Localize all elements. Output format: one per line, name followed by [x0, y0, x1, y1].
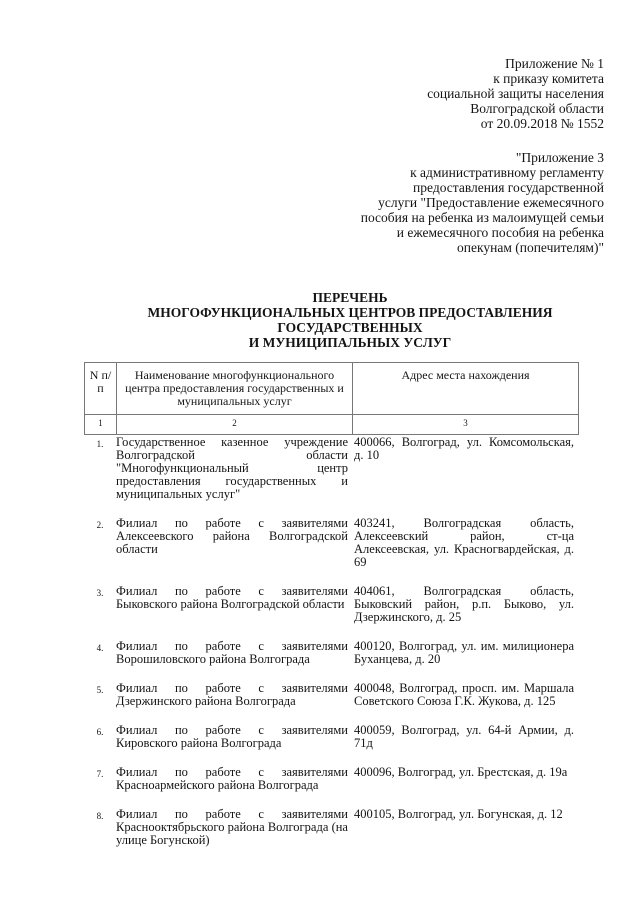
- col-number: 3: [353, 415, 579, 435]
- row-address: 403241, Волгоградская область, Алексеевский район, ст-ца Алексеевская, ул. Красногвардейская, д. 69: [354, 516, 574, 569]
- row-number: 2.: [96, 520, 104, 530]
- row-name: Филиал по работе с заявителями Краснооктябрьского района Волгограда (на улице Богунской): [116, 807, 348, 847]
- appendix-3-line: услуги "Предоставление ежемесячного: [378, 195, 604, 210]
- row-name: Филиал по работе с заявителями Дзержинского района Волгограда: [116, 681, 348, 708]
- table-row: [84, 682, 578, 708]
- row-name: Филиал по работе с заявителями Красноармейского района Волгограда: [116, 765, 348, 792]
- appendix-1-line: к приказу комитета: [493, 71, 604, 86]
- table-header-row: [85, 363, 579, 415]
- row-address: 400120, Волгоград, ул. им. милиционера Буханцева, д. 20: [354, 639, 574, 666]
- row-number: 7.: [96, 769, 104, 779]
- table-row: [84, 436, 578, 501]
- appendix-1-line: Приложение № 1: [505, 56, 604, 71]
- row-name: Филиал по работе с заявителями Кировского района Волгограда: [116, 723, 348, 750]
- row-number: 6.: [96, 727, 104, 737]
- title-line: ГОСУДАРСТВЕННЫХ: [277, 320, 423, 335]
- table-row: [84, 585, 578, 624]
- row-number: 1.: [96, 439, 104, 449]
- row-address: 404061, Волгоградская область, Быковский район, р.п. Быково, ул. Дзержинского, д. 25: [354, 584, 574, 624]
- header-name: Наименование многофункционального центра предоставления государственных и муниципальных услуг: [117, 363, 353, 415]
- mfc-table-header: [84, 362, 579, 435]
- row-name: Филиал по работе с заявителями Ворошиловского района Волгограда: [116, 639, 348, 666]
- table-row: [84, 640, 578, 666]
- appendix-3-line: к административному регламенту: [410, 165, 604, 180]
- row-address: 400066, Волгоград, ул. Комсомольская, д. 10: [354, 435, 574, 462]
- row-number: 4.: [96, 643, 104, 653]
- row-number: 8.: [96, 811, 104, 821]
- col-number: 1: [85, 415, 117, 435]
- appendix-3-line: опекунам (попечителям)": [457, 240, 604, 255]
- appendix-1-line: от 20.09.2018 № 1552: [480, 116, 604, 131]
- title-line: ПЕРЕЧЕНЬ: [312, 290, 388, 305]
- header-address: Адрес места нахождения: [353, 363, 579, 415]
- row-number: 3.: [96, 588, 104, 598]
- row-address: 400096, Волгоград, ул. Брестская, д. 19а: [354, 765, 568, 779]
- row-address: 400105, Волгоград, ул. Богунская, д. 12: [354, 807, 563, 821]
- appendix-3-header: [274, 150, 604, 255]
- appendix-1-header: [304, 56, 604, 131]
- appendix-1-line: социальной защиты населения: [427, 86, 604, 101]
- title-line: МНОГОФУНКЦИОНАЛЬНЫХ ЦЕНТРОВ ПРЕДОСТАВЛЕНИЯ: [147, 305, 553, 320]
- document-title: [120, 290, 580, 350]
- table-row: [84, 766, 578, 792]
- column-number-row: [85, 415, 579, 435]
- header-num: N п/п: [85, 363, 117, 415]
- row-name: Филиал по работе с заявителями Быковского района Волгоградской области: [116, 584, 348, 611]
- appendix-3-line: и ежемесячного пособия на ребенка: [396, 225, 604, 240]
- appendix-3-line: предоставления государственной: [413, 180, 604, 195]
- table-row: [84, 808, 578, 847]
- row-address: 400048, Волгоград, просп. им. Маршала Советского Союза Г.К. Жукова, д. 125: [354, 681, 574, 708]
- row-name: Государственное казенное учреждение Волгоградской области "Многофункциональный центр предоставления государственных и муниципальных услуг": [116, 435, 348, 501]
- row-address: 400059, Волгоград, ул. 64-й Армии, д. 71д: [354, 723, 574, 750]
- appendix-3-line: пособия на ребенка из малоимущей семьи: [360, 210, 604, 225]
- table-row: [84, 724, 578, 750]
- row-name: Филиал по работе с заявителями Алексеевского района Волгоградской области: [116, 516, 348, 556]
- col-number: 2: [117, 415, 353, 435]
- appendix-1-line: Волгоградской области: [470, 101, 604, 116]
- appendix-3-line: "Приложение 3: [515, 150, 604, 165]
- table-row: [84, 517, 578, 569]
- row-number: 5.: [96, 685, 104, 695]
- title-line: И МУНИЦИПАЛЬНЫХ УСЛУГ: [248, 335, 452, 350]
- mfc-list: [84, 436, 578, 863]
